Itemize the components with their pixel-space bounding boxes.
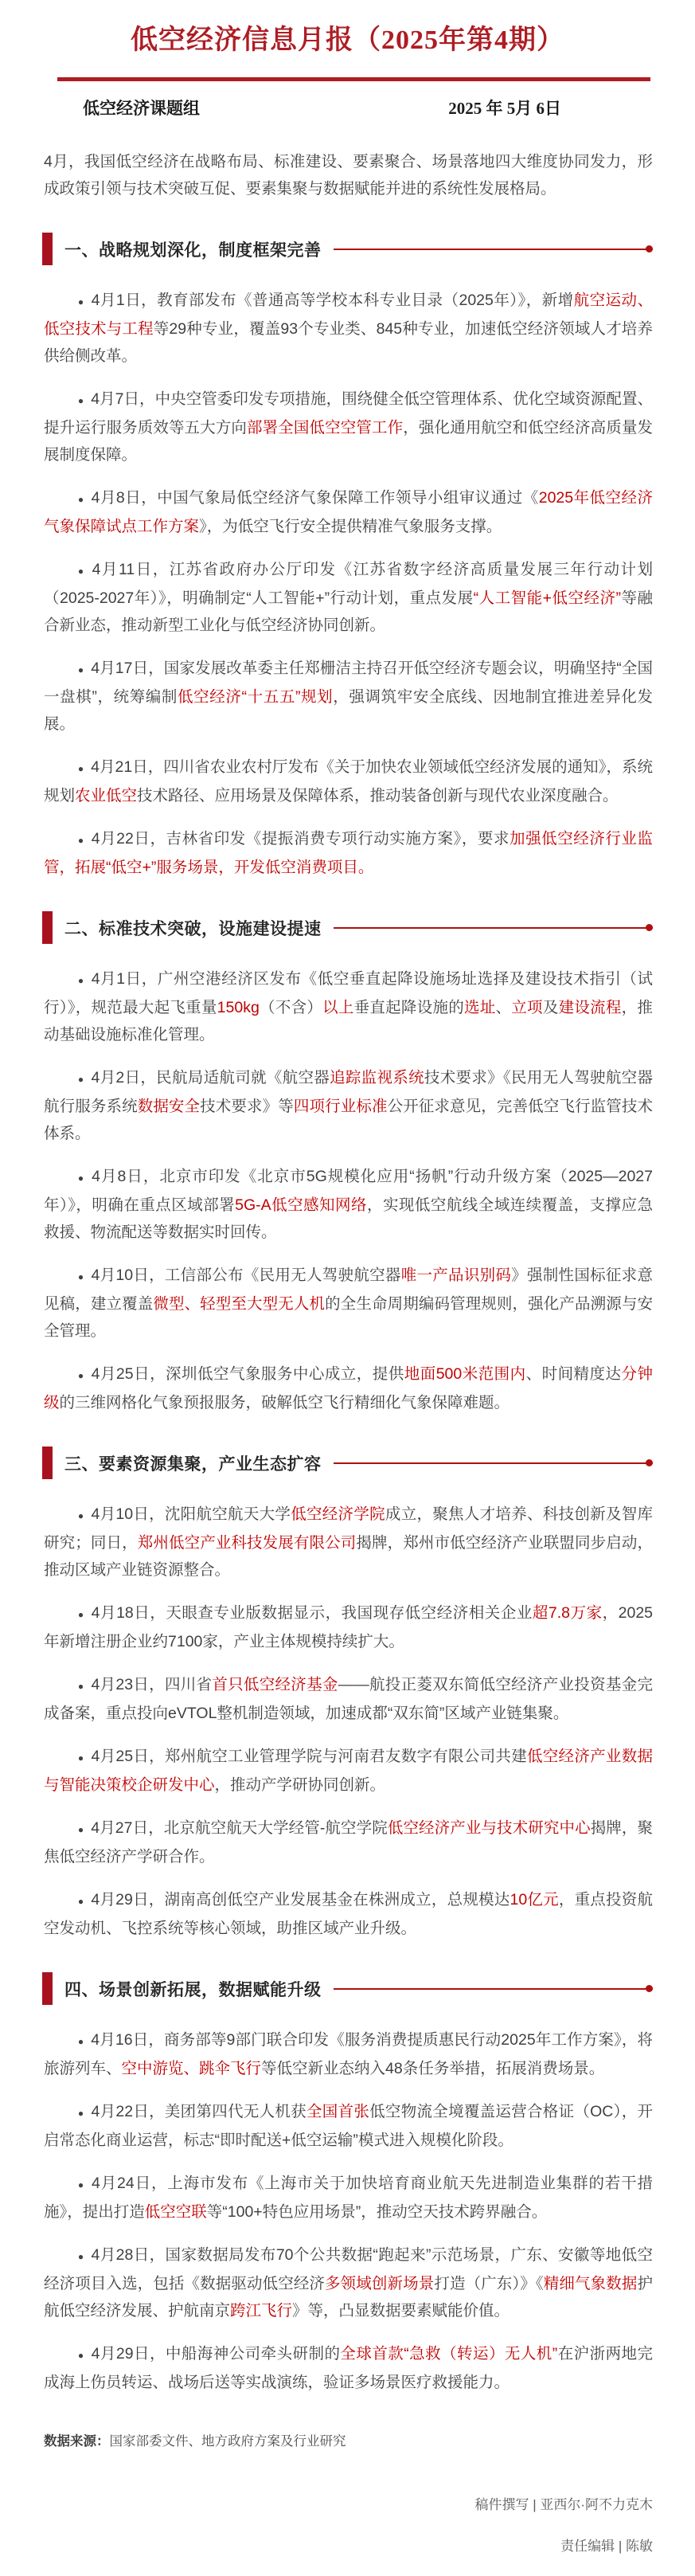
body-text: ，强调筑牢安全底线、因地制宜推进差异化发展。	[44, 688, 653, 734]
body-text: 护航低空经济发展、护航南京	[44, 2275, 653, 2320]
body-text: 4月24日，上海市发布《上海市关于加快培育商业航天先进制造业集群的若干措施》，提出打造	[44, 2175, 653, 2222]
byline-row	[83, 96, 561, 119]
highlight-text: 首只低空经济基金	[212, 1676, 338, 1694]
bullet-dot-icon: ●	[77, 566, 85, 577]
body-text: 4月28日，国家数据局发布70个公共数据“跑起来”示范场景，广东、安徽等地低空经济项目入选，包括《数据驱动低空经济	[44, 2246, 654, 2293]
body-text: ，实现低空航线全域连续覆盖，支撑应急救援、物流配送等数据实时回传。	[44, 1196, 653, 1242]
bullet-dot-icon: ●	[77, 1609, 84, 1621]
body-text: 4月27日，北京航空航天大学经管-航空学院	[91, 1819, 388, 1838]
section-heading	[42, 233, 653, 265]
bullet-item	[44, 2170, 653, 2226]
bullet-item	[44, 1886, 653, 1942]
body-text: 的三维网格化气象预报服务，破解低空飞行精细化气象保障难题。	[59, 1394, 510, 1412]
byline-author: 低空经济课题组	[83, 99, 200, 119]
body-text: 》强制性国标征求意见稿，建立覆盖	[44, 1266, 653, 1313]
body-text: 4月21日，四川省农业农村厅发布《关于加快农业领域低空经济发展的通知》，系统规划	[44, 758, 653, 805]
highlight-text: 全国首张	[306, 2103, 370, 2121]
highlight-text: 150kg	[217, 999, 260, 1017]
body-text: 技术要求》《民用无人驾驶航空器航行服务系统	[44, 1069, 653, 1116]
bullet-item	[44, 484, 653, 540]
body-text: （不含）	[259, 999, 323, 1017]
bullet-dot-icon: ●	[77, 2350, 84, 2362]
bullet-dot-icon: ●	[77, 2036, 84, 2048]
body-text: 4月22日，美团第四代无人机获	[91, 2103, 307, 2121]
bullet-item	[44, 1262, 653, 1345]
bullet-item	[44, 754, 653, 809]
report-section	[0, 233, 695, 881]
body-text: 4月29日，中船海神公司牵头研制的	[91, 2345, 341, 2363]
highlight-text: 空中游览、跳伞飞行	[121, 2060, 262, 2078]
highlight-text: 地面500米范围内	[404, 1365, 526, 1384]
body-text: 揭牌，聚焦低空经济产学研合作。	[44, 1819, 653, 1866]
section-heading-line	[334, 1462, 654, 1464]
body-text: 低空物流全境覆盖运营合格证（OC），开启常态化商业运营，标志“即时配送+低空运输”模式进入规模化阶段。	[44, 2103, 653, 2150]
credit-writer: 稿件撰写 | 亚西尔·阿不力克木	[474, 2497, 653, 2513]
bullet-item	[44, 2098, 653, 2154]
highlight-text: 2025年低空经济气象保障试点工作方案	[44, 489, 653, 536]
highlight-text: 5G-A低空感知网络	[235, 1196, 367, 1215]
bullet-dot-icon: ●	[77, 1824, 84, 1836]
body-text: 成立，聚焦人才培养、科技创新及智库研究；同日，	[44, 1505, 653, 1552]
body-text: 4月16日，商务部等9部门联合印发《服务消费提质惠民行动2025年工作方案》，将旅游列车、	[44, 2031, 654, 2078]
report-section	[0, 1972, 695, 2396]
page-title: 低空经济信息月报（2025年第4期）	[131, 25, 564, 55]
highlight-text: 加强低空经济行业监管，拓展“低空+”服务场景，开发低空消费项目。	[44, 830, 653, 877]
highlight-text: 选址	[463, 999, 496, 1017]
bullet-dot-icon: ●	[77, 1271, 84, 1283]
bullet-item	[44, 1064, 653, 1147]
highlight-text: 微型、轻型至大型无人机	[153, 1295, 326, 1313]
body-text: 的全生命周期编码管理规则，强化产品溯源与安全管理。	[44, 1295, 653, 1341]
section-heading-line	[334, 1988, 654, 1990]
bullet-dot-icon: ●	[77, 494, 84, 506]
bullet-item	[44, 965, 653, 1048]
body-text: 技术要求》等	[200, 1098, 294, 1116]
bullet-item	[44, 655, 653, 738]
highlight-text: 跨江飞行	[230, 2302, 293, 2320]
bullet-dot-icon: ●	[77, 2251, 84, 2263]
body-text: ，2025年新增注册企业约7100家，产业主体规模持续扩大。	[44, 1604, 654, 1651]
highlight-text: 唯一产品识别码	[400, 1266, 512, 1285]
bullet-item	[44, 1501, 653, 1584]
body-text: ，推动基础设施标准化管理。	[44, 999, 653, 1044]
title-divider	[57, 77, 650, 81]
data-source-label: 数据来源：	[44, 2434, 110, 2449]
intro-paragraph: 4月，我国低空经济在战略布局、标准建设、要素聚合、场景落地四大维度协同发力，形成政策引领与技术突破互促、要素集聚与数据赋能并进的系统性发展格局。	[44, 153, 653, 198]
credit-editor: 责任编辑 | 陈敏	[560, 2539, 653, 2554]
bullet-item	[44, 2026, 653, 2082]
bullet-item	[44, 1671, 653, 1727]
section-heading	[42, 1972, 653, 2005]
data-source-text: 国家部委文件、地方政府方案及行业研究	[109, 2434, 346, 2449]
highlight-text: 以上	[322, 999, 354, 1017]
body-text: 公开征求意见，完善低空飞行监管技术体系。	[44, 1098, 653, 1143]
data-source-line	[44, 2431, 653, 2452]
body-text: ，重点投资航空发动机、飞控系统等核心领域，助推区域产业升级。	[44, 1891, 653, 1938]
body-text: 技术路径、应用场景及保障体系，推动装备创新与现代农业深度融合。	[137, 787, 619, 805]
body-text: 4月23日，四川省	[91, 1676, 213, 1694]
body-text: 等低空新业态纳入48条任务举措，拓展消费场景。	[261, 2060, 605, 2078]
bullet-item	[44, 825, 653, 881]
section-heading-title: 二、标准技术突破，设施建设提速	[64, 919, 322, 938]
body-text: 4月17日，国家发展改革委主任郑栅洁主持召开低空经济专题会议，明确坚持“全国一盘棋”，统筹编制	[44, 660, 654, 707]
bullet-dot-icon: ●	[77, 296, 84, 308]
bullet-item	[44, 2241, 653, 2324]
bullet-dot-icon: ●	[77, 835, 84, 847]
body-text: 4月8日，北京市印发《北京市5G规模化应用“扬帆”行动升级方案（2025—2027年）》，明确在重点区域部署	[44, 1168, 653, 1215]
body-text: 4月10日，沈阳航空航天大学	[91, 1505, 291, 1524]
body-text: 4月2日，民航局适航司就《航空器	[91, 1069, 330, 1087]
highlight-text: 精细气象数据	[543, 2275, 638, 2293]
bullet-dot-icon: ●	[77, 2179, 84, 2191]
highlight-text: 追踪监视系统	[330, 1069, 424, 1087]
byline-date: 2025 年 5月 6日	[448, 99, 561, 119]
bullet-item	[44, 1743, 653, 1799]
body-text: 揭牌，郑州市低空经济产业联盟同步启动，推动区域产业链资源整合。	[44, 1534, 653, 1580]
bullet-item	[44, 1599, 653, 1655]
bullet-item	[44, 2340, 653, 2396]
bullet-dot-icon: ●	[77, 2108, 84, 2120]
body-text: 4月25日，深圳低空气象服务中心成立，提供	[91, 1365, 404, 1384]
body-text: 4月11日，江苏省政府办公厅印发《江苏省数字经济高质量发展三年行动计划（2025-2027年）》，明确制定“人工智能+”行动计划，重点发展	[44, 561, 654, 608]
section-heading-line	[334, 927, 654, 929]
section-heading-bar	[42, 233, 53, 265]
body-text: 4月8日，中国气象局低空经济气象保障工作领导小组审议通过《	[91, 489, 539, 507]
report-section	[0, 1447, 695, 1942]
highlight-text: 全球首款“急救（转运）无人机”	[340, 2345, 558, 2363]
body-text: ，强化通用航空和低空经济高质量发展制度保障。	[44, 419, 653, 464]
report-section	[0, 911, 695, 1416]
body-text: 垂直起降设施的	[353, 999, 464, 1017]
bullet-dot-icon: ●	[77, 763, 84, 775]
section-heading-title: 四、场景创新拓展，数据赋能升级	[64, 1980, 322, 1999]
body-text: ，推动产学研协同创新。	[214, 1776, 386, 1795]
section-heading-bar	[42, 1447, 53, 1479]
bullet-dot-icon: ●	[77, 1752, 84, 1764]
section-heading-title: 一、战略规划深化，制度框架完善	[64, 241, 322, 260]
highlight-text: 低空经济产业与技术研究中心	[387, 1819, 591, 1838]
highlight-text: 农业低空	[75, 787, 138, 805]
body-text: ——航投正菱双东简低空经济产业投资基金完成备案，重点投向eVTOL整机制造领域，加速成都“双东简”区域产业链集聚。	[44, 1676, 653, 1723]
highlight-text: 多领域创新场景	[325, 2275, 435, 2293]
bullet-dot-icon: ●	[77, 1681, 84, 1693]
bullet-item	[44, 556, 653, 639]
bullet-item	[44, 1360, 653, 1416]
highlight-text: 超7.8万家	[532, 1604, 603, 1623]
body-text: 等融合新业态，推动新型工业化与低空经济协同创新。	[44, 589, 653, 635]
highlight-text: 数据安全	[137, 1098, 201, 1116]
body-text: 》等，凸显数据要素赋能价值。	[292, 2302, 510, 2320]
bullet-dot-icon: ●	[77, 975, 84, 987]
body-text: 、	[495, 999, 512, 1017]
section-heading	[42, 1447, 653, 1479]
bullet-dot-icon: ●	[77, 1173, 85, 1184]
body-text: 4月1日，教育部发布《普通高等学校本科专业目录（2025年）》，新增	[91, 292, 574, 310]
body-text: 等29种专业，覆盖93个专业类、845种专业，加速低空经济领域人才培养供给侧改革。	[44, 320, 653, 366]
bullet-item	[44, 1815, 653, 1870]
highlight-text: 郑州低空产业科技发展有限公司	[137, 1534, 357, 1552]
highlight-text: “人工智能+低空经济”	[473, 589, 621, 608]
highlight-text: 航空运动、低空技术与工程	[44, 292, 653, 339]
body-text: 4月10日，工信部公布《民用无人驾驶航空器	[91, 1266, 401, 1285]
body-text: 及	[542, 999, 559, 1017]
highlight-text: 低空经济学院	[291, 1505, 385, 1524]
section-heading-bar	[42, 1972, 53, 2005]
bullet-dot-icon: ●	[77, 1370, 84, 1382]
body-text: 4月22日，吉林省印发《提振消费专项行动实施方案》，要求	[91, 830, 510, 848]
highlight-text: 分钟级	[44, 1365, 653, 1412]
body-text: 4月7日，中央空管委印发专项措施，围绕健全低空管理体系、优化空域资源配置、提升运行服务质效等五大方向	[44, 390, 653, 437]
body-text: 、时间精度达	[525, 1365, 622, 1384]
highlight-text: 低空经济产业数据与智能决策校企研发中心	[44, 1748, 653, 1795]
section-heading-line	[334, 249, 654, 250]
highlight-text: 低空空联	[144, 2203, 207, 2222]
bullet-item	[44, 287, 653, 370]
body-text: 等“100+特色应用场景”，推动空天技术跨界融合。	[206, 2203, 548, 2222]
highlight-text: 四项行业标准	[293, 1098, 388, 1116]
body-text: 在沪浙两地完成海上伤员转运、战场后送等实战演练，验证多场景医疗救援能力。	[44, 2345, 653, 2392]
highlight-text: 10亿元	[510, 1891, 559, 1909]
highlight-text: 立项	[511, 999, 543, 1017]
highlight-text: 低空经济“十五五”规划	[178, 688, 334, 707]
body-text: 4月18日，天眼查专业版数据显示，我国现存低空经济相关企业	[91, 1604, 533, 1623]
highlight-text: 建设流程	[558, 999, 622, 1017]
bullet-dot-icon: ●	[77, 1074, 84, 1086]
bullet-dot-icon: ●	[77, 1896, 84, 1908]
bullet-dot-icon: ●	[77, 395, 84, 407]
body-text: 4月29日，湖南高创低空产业发展基金在株洲成立，总规模达	[91, 1891, 510, 1909]
credits-block	[44, 2493, 653, 2554]
body-text: 打造（广东）》《	[434, 2275, 544, 2293]
highlight-text: 部署全国低空空管工作	[247, 419, 404, 437]
sections-container	[0, 233, 695, 2396]
body-text: 4月25日，郑州航空工业管理学院与河南君友数字有限公司共建	[91, 1748, 527, 1766]
bullet-item	[44, 386, 653, 468]
section-heading	[42, 911, 653, 944]
bullet-dot-icon: ●	[77, 664, 84, 676]
section-heading-bar	[42, 911, 53, 944]
bullet-dot-icon: ●	[77, 1510, 84, 1522]
bullet-item	[44, 1163, 653, 1246]
body-text: 》，为低空飞行安全提供精准气象服务支撑。	[199, 518, 502, 536]
section-heading-title: 三、要素资源集聚，产业生态扩容	[64, 1454, 322, 1474]
body-text: 4月1日，广州空港经济区发布《低空垂直起降设施场址选择及建设技术指引（试行）》，规范最大起飞重量	[44, 970, 653, 1017]
